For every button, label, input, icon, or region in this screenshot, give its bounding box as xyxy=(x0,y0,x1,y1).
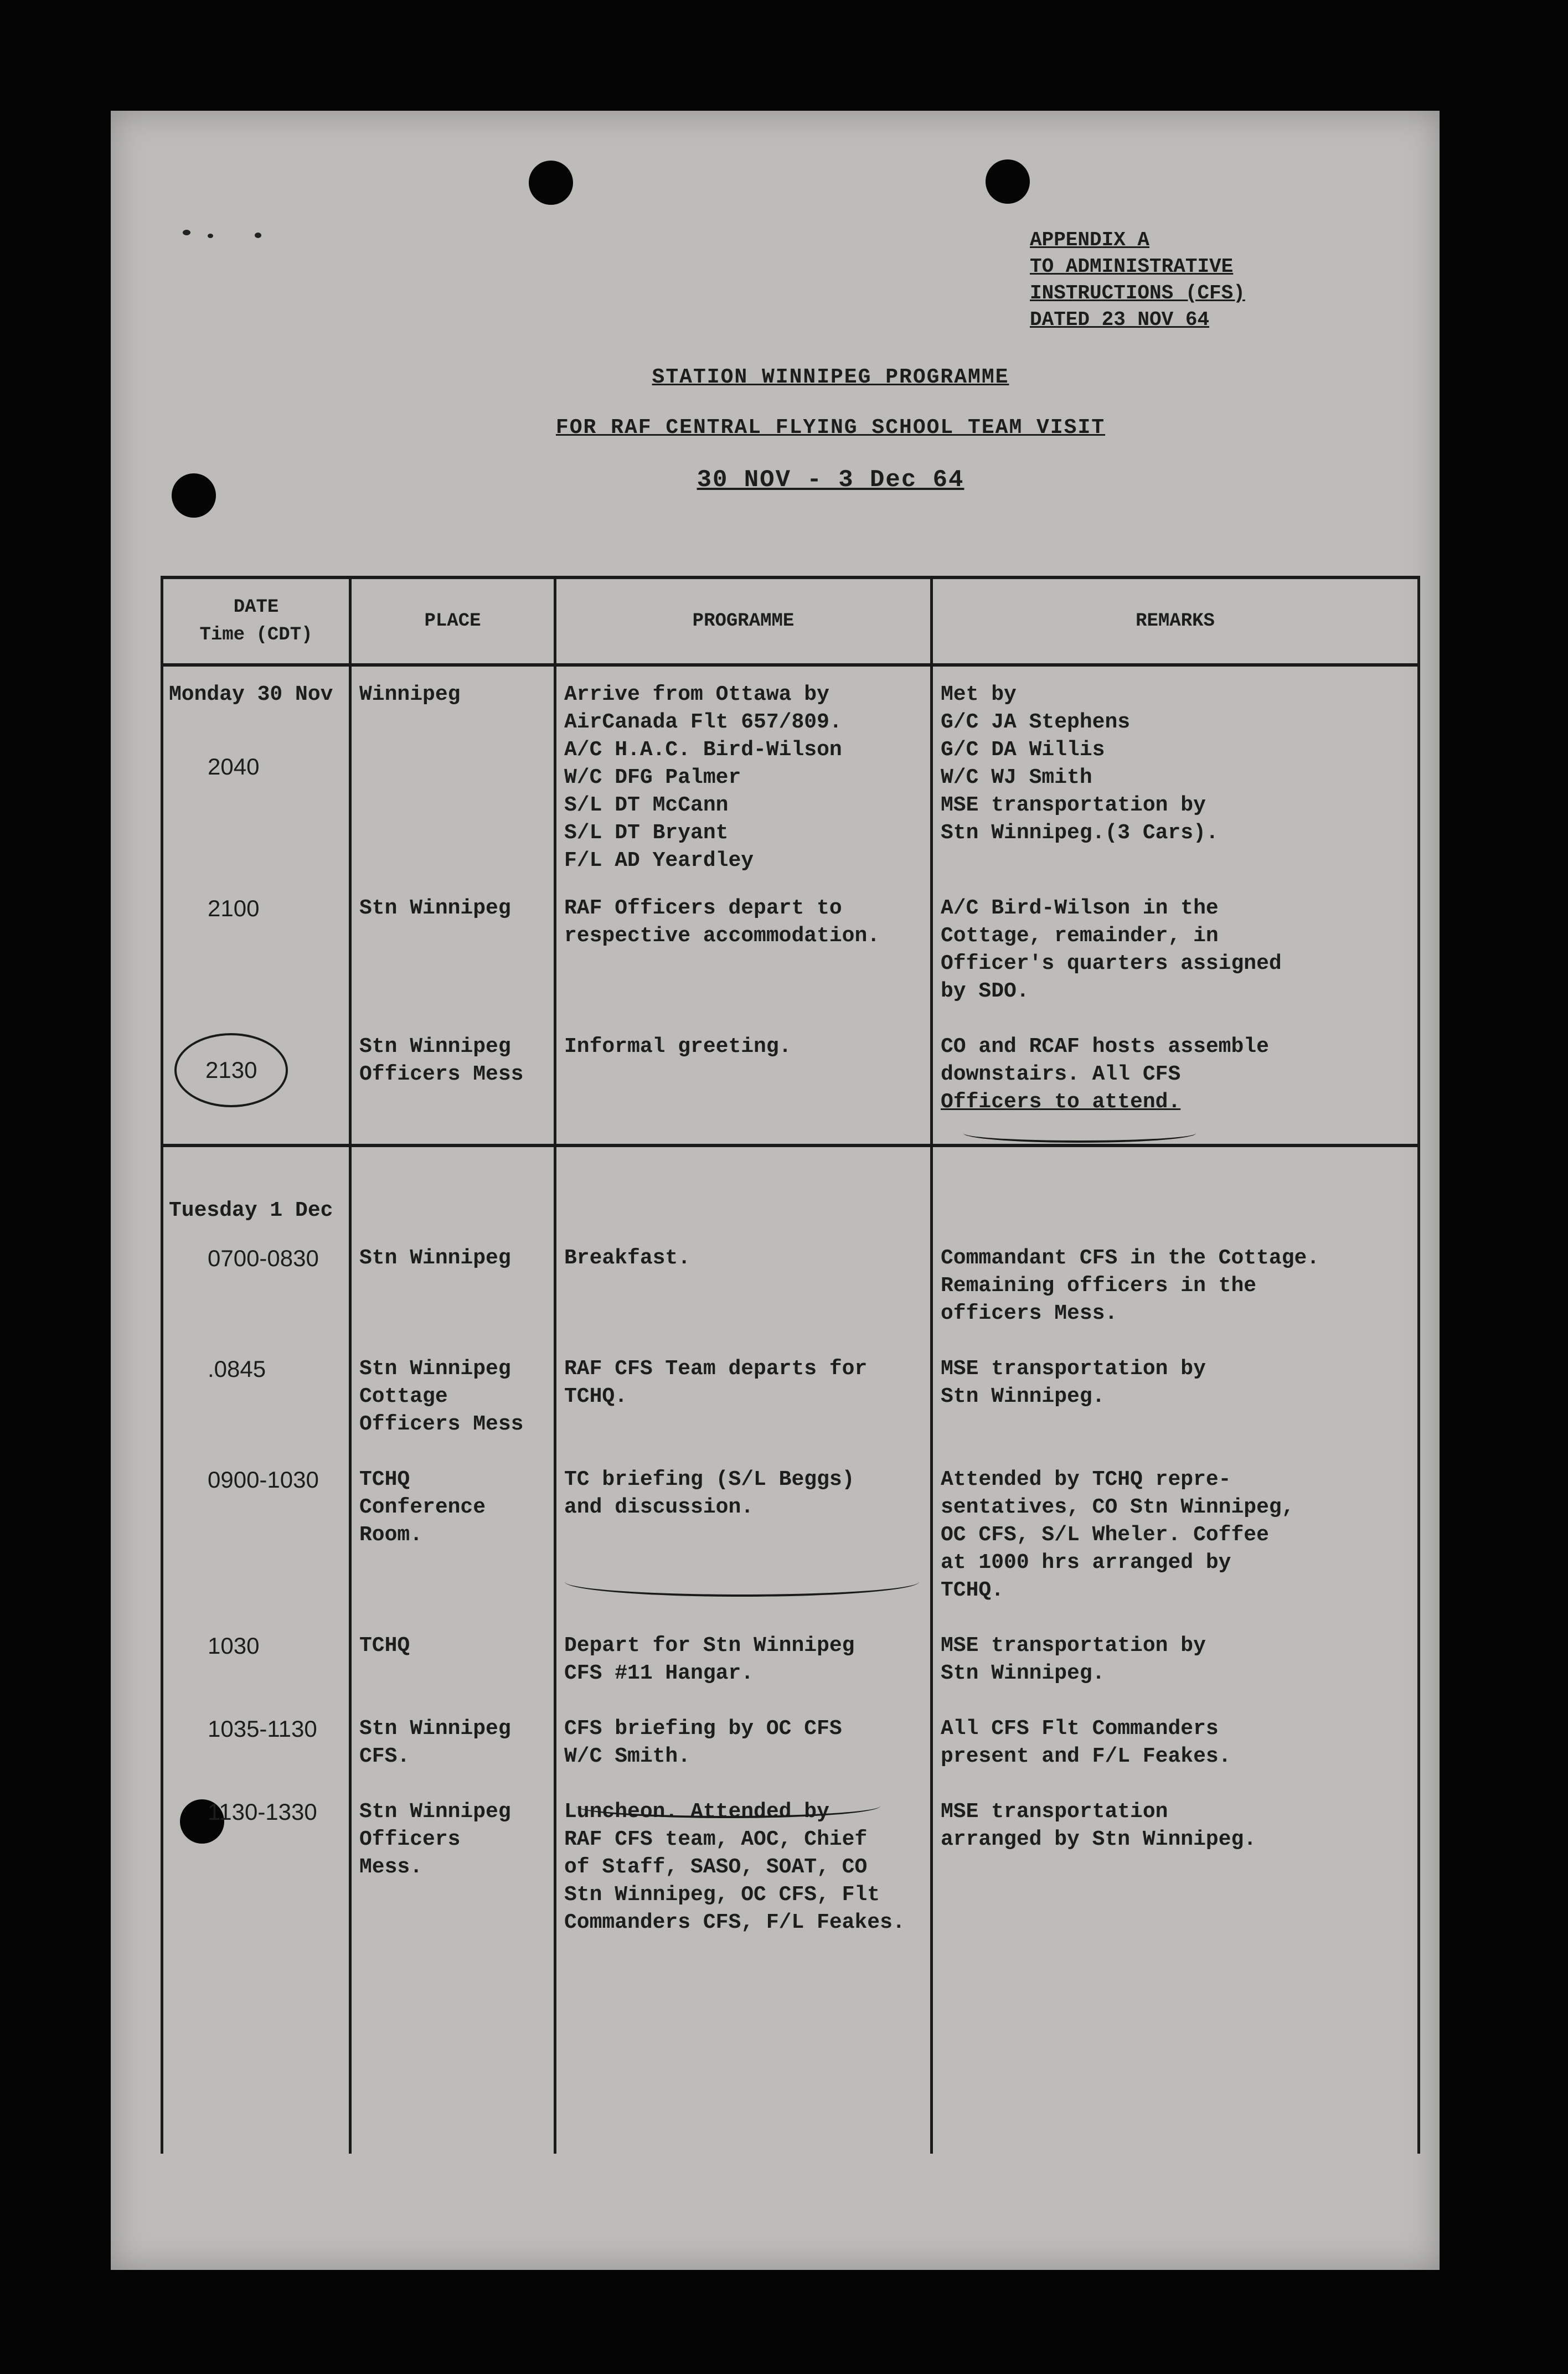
ink-speck xyxy=(255,233,261,238)
table-row xyxy=(162,1699,1419,1782)
programme-line: and discussion. xyxy=(564,1495,754,1519)
remarks-line: Cottage, remainder, in xyxy=(941,924,1219,948)
programme-line: Commanders CFS, F/L Feakes. xyxy=(564,1911,905,1934)
remarks-line: CO and RCAF hosts assemble xyxy=(941,1035,1269,1059)
appendix-reference xyxy=(1030,227,1245,333)
remarks-line: sentatives, CO Stn Winnipeg, xyxy=(941,1495,1294,1519)
programme-line: Arrive from Ottawa by xyxy=(564,683,829,706)
remarks-cell xyxy=(932,1449,1419,1616)
remarks-line: Attended by TCHQ repre- xyxy=(941,1468,1231,1492)
place-line: Stn Winnipeg xyxy=(359,1717,511,1741)
remarks-line: G/C JA Stephens xyxy=(941,710,1131,734)
programme-line: Depart for Stn Winnipeg xyxy=(564,1634,855,1658)
programme-line: Luncheon. Attended by xyxy=(564,1800,829,1824)
remarks-line: MSE transportation by xyxy=(941,1357,1206,1381)
remarks-line: Commandant CFS in the Cottage. xyxy=(941,1246,1320,1270)
day-section-tuesday xyxy=(162,1145,1419,2154)
remarks-line: Stn Winnipeg. xyxy=(941,1661,1105,1685)
remarks-cell xyxy=(932,1145,1419,1228)
day-label: Tuesday 1 Dec xyxy=(162,1145,350,1228)
appendix-line-3: INSTRUCTIONS (CFS) xyxy=(1030,282,1245,305)
day-section-monday xyxy=(162,665,1419,1145)
remarks-line: downstairs. All CFS xyxy=(941,1062,1181,1086)
remarks-line: OC CFS, S/L Wheler. Coffee xyxy=(941,1523,1269,1547)
day-row xyxy=(162,1145,1419,1228)
programme-line: RAF CFS team, AOC, Chief xyxy=(564,1828,868,1851)
handwritten-stroke xyxy=(576,1794,880,1818)
programme-line: S/L DT Bryant xyxy=(564,821,729,845)
programme-line: TCHQ. xyxy=(564,1385,628,1408)
empty-cell xyxy=(350,1948,555,2154)
programme-line: respective accommodation. xyxy=(564,924,880,948)
remarks-line: at 1000 hrs arranged by xyxy=(941,1551,1231,1575)
empty-cell xyxy=(555,1948,932,2154)
place-cell xyxy=(350,1228,555,1339)
place-line: Stn Winnipeg xyxy=(359,1800,511,1824)
programme-cell xyxy=(555,1339,932,1449)
header-date-time xyxy=(162,577,350,665)
header-time-label: Time (CDT) xyxy=(199,625,313,646)
programme-line: AirCanada Flt 657/809. xyxy=(564,710,842,734)
table-row xyxy=(162,878,1419,1016)
programme-line: A/C H.A.C. Bird-Wilson xyxy=(564,738,842,762)
empty-cell xyxy=(932,1948,1419,2154)
table-row xyxy=(162,1616,1419,1699)
punch-hole-top-left xyxy=(529,161,573,205)
ink-speck xyxy=(208,234,213,238)
remarks-line: Officer's quarters assigned xyxy=(941,952,1282,976)
circled-time: 2130 xyxy=(174,1033,288,1107)
programme-line: of Staff, SASO, SOAT, CO xyxy=(564,1855,868,1879)
programme-line: Informal greeting. xyxy=(564,1035,792,1059)
day-label: Monday 30 Nov xyxy=(162,665,350,750)
day-place: Winnipeg xyxy=(350,665,555,750)
time-cell: 1130-1330 xyxy=(162,1782,350,1948)
place-cell xyxy=(350,1782,555,1948)
place-line: Officers xyxy=(359,1828,461,1851)
remarks-cell xyxy=(932,1699,1419,1782)
remarks-line: by SDO. xyxy=(941,979,1029,1003)
remarks-cell xyxy=(932,1339,1419,1449)
programme-cell xyxy=(555,878,932,1016)
remarks-line: Stn Winnipeg.(3 Cars). xyxy=(941,821,1219,845)
remarks-line: officers Mess. xyxy=(941,1302,1118,1325)
time-cell: 2100 xyxy=(162,878,350,1016)
remarks-cell xyxy=(932,665,1419,878)
document-title xyxy=(111,365,1440,520)
remarks-cell xyxy=(932,1782,1419,1948)
remarks-line: present and F/L Feakes. xyxy=(941,1745,1231,1768)
programme-cell xyxy=(555,1228,932,1339)
remarks-line: G/C DA Willis xyxy=(941,738,1105,762)
time-cell: 1035-1130 xyxy=(162,1699,350,1782)
programme-line: RAF Officers depart to xyxy=(564,896,842,920)
table-header xyxy=(162,577,1419,665)
programme-cell xyxy=(555,1016,932,1145)
place-line: CFS. xyxy=(359,1745,410,1768)
empty-cell xyxy=(162,1948,350,2154)
remarks-line: A/C Bird-Wilson in the xyxy=(941,896,1219,920)
place-cell xyxy=(350,1016,555,1145)
place-line: Stn Winnipeg xyxy=(359,1357,511,1381)
programme-line: F/L AD Yeardley xyxy=(564,849,754,873)
place-line: Room. xyxy=(359,1523,423,1547)
programme-line: S/L DT McCann xyxy=(564,793,729,817)
place-line: Stn Winnipeg xyxy=(359,1035,511,1059)
programme-line: Breakfast. xyxy=(564,1246,691,1270)
remarks-line: MSE transportation by xyxy=(941,1634,1206,1658)
title-line-1: STATION WINNIPEG PROGRAMME xyxy=(652,365,1009,389)
place-cell xyxy=(350,1699,555,1782)
remarks-line: W/C WJ Smith xyxy=(941,766,1092,789)
place-cell xyxy=(350,1145,555,1228)
programme-cell xyxy=(555,1145,932,1228)
place-cell xyxy=(350,1339,555,1449)
table-row xyxy=(162,1016,1419,1145)
remarks-line: arranged by Stn Winnipeg. xyxy=(941,1828,1257,1851)
place-line: Stn Winnipeg xyxy=(359,896,511,920)
time-cell: 1030 xyxy=(162,1616,350,1699)
programme-line: Stn Winnipeg, OC CFS, Flt xyxy=(564,1883,880,1907)
remarks-line: Remaining officers in the xyxy=(941,1274,1257,1298)
place-line: Officers Mess xyxy=(359,1062,524,1086)
programme-line: TC briefing (S/L Beggs) xyxy=(564,1468,855,1492)
header-programme: PROGRAMME xyxy=(555,577,932,665)
programme-line: W/C DFG Palmer xyxy=(564,766,741,789)
appendix-line-4: DATED 23 NOV 64 xyxy=(1030,308,1210,331)
appendix-line-1: APPENDIX A xyxy=(1030,229,1150,251)
time-cell: 2040 xyxy=(162,750,350,878)
place-cell xyxy=(350,1449,555,1616)
programme-line: RAF CFS Team departs for xyxy=(564,1357,868,1381)
time-cell xyxy=(162,1016,350,1145)
place-line: Stn Winnipeg xyxy=(359,1246,511,1270)
remarks-cell xyxy=(932,1228,1419,1339)
title-line-2: FOR RAF CENTRAL FLYING SCHOOL TEAM VISIT xyxy=(555,416,1106,440)
table-row xyxy=(162,1339,1419,1449)
place-line: Cottage xyxy=(359,1385,448,1408)
programme-table xyxy=(161,576,1420,2154)
remarks-line: Met by xyxy=(941,683,1017,706)
remarks-line: MSE transportation by xyxy=(941,793,1206,817)
table-row xyxy=(162,1228,1419,1339)
day-row xyxy=(162,665,1419,750)
place-line: TCHQ xyxy=(359,1468,410,1492)
remarks-cell xyxy=(932,1616,1419,1699)
time-cell: 0700-0830 xyxy=(162,1228,350,1339)
place-cell xyxy=(350,878,555,1016)
appendix-line-2: TO ADMINISTRATIVE xyxy=(1030,255,1234,278)
document-page xyxy=(111,111,1440,2270)
place-line: TCHQ xyxy=(359,1634,410,1658)
place-cell xyxy=(350,750,555,878)
place-line: Officers Mess xyxy=(359,1412,524,1436)
punch-hole-top-right xyxy=(986,159,1030,204)
remarks-line: Stn Winnipeg. xyxy=(941,1385,1105,1408)
time-cell: 0900-1030 xyxy=(162,1449,350,1616)
programme-line: CFS briefing by OC CFS xyxy=(564,1717,842,1741)
header-date-label: DATE xyxy=(233,597,279,618)
table-row-empty xyxy=(162,1948,1419,2154)
handwritten-underline xyxy=(963,1124,1196,1143)
remarks-line-underlined: Officers to attend. xyxy=(941,1090,1181,1114)
time-cell: .0845 xyxy=(162,1339,350,1449)
programme-line: CFS #11 Hangar. xyxy=(564,1661,754,1685)
programme-cell xyxy=(555,1699,932,1782)
programme-cell xyxy=(555,665,932,878)
programme-cell xyxy=(555,1616,932,1699)
place-cell xyxy=(350,1616,555,1699)
programme-line: W/C Smith. xyxy=(564,1745,691,1768)
remarks-line: TCHQ. xyxy=(941,1578,1004,1602)
header-place: PLACE xyxy=(350,577,555,665)
place-line: Conference xyxy=(359,1495,486,1519)
title-line-3: 30 NOV - 3 Dec 64 xyxy=(697,466,964,494)
header-remarks: REMARKS xyxy=(932,577,1419,665)
ink-speck xyxy=(183,230,190,235)
handwritten-stroke xyxy=(565,1567,919,1597)
remarks-line: MSE transportation xyxy=(941,1800,1168,1824)
remarks-line: All CFS Flt Commanders xyxy=(941,1717,1219,1741)
place-line: Mess. xyxy=(359,1855,423,1879)
remarks-cell xyxy=(932,878,1419,1016)
